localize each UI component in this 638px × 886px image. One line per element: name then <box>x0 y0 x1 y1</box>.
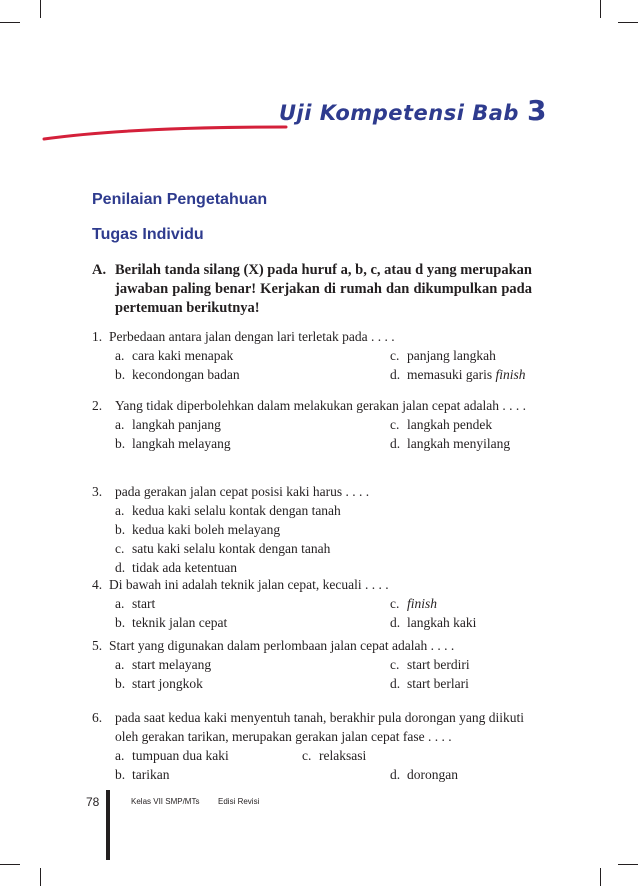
option-row <box>115 674 536 693</box>
option-row <box>115 365 536 384</box>
question-number: 3. <box>92 484 103 499</box>
footer-divider <box>106 790 110 860</box>
crop-mark <box>600 0 601 18</box>
footer-edition: Edisi Revisi <box>218 797 260 806</box>
option-label: c. <box>390 596 400 611</box>
option-b[interactable] <box>115 765 536 784</box>
question-stem: Start yang digunakan dalam perlombaan jalan cepat adalah . . . . <box>109 638 455 653</box>
crop-mark <box>0 864 20 865</box>
footer-book-title: Kelas VII SMP/MTs <box>131 797 200 806</box>
option-row <box>115 613 536 632</box>
crop-mark <box>0 22 20 23</box>
option-text: tidak ada ketentuan <box>132 560 237 575</box>
option-label: a. <box>115 417 125 432</box>
question-number: 5. <box>92 638 103 653</box>
option-text: cara kaki menapak <box>132 348 234 363</box>
question-number: 2. <box>92 398 103 413</box>
option-label: d. <box>390 367 401 382</box>
question-1 <box>92 327 536 384</box>
option-row <box>115 415 536 434</box>
option-text: finish <box>407 596 438 611</box>
option-row <box>115 765 536 784</box>
subsection-heading: Tugas Individu <box>92 226 204 243</box>
section-heading: Penilaian Pengetahuan <box>92 191 268 208</box>
option-label: b. <box>115 676 126 691</box>
crop-mark <box>618 22 638 23</box>
option-label: c. <box>302 748 312 763</box>
option-label: d. <box>390 436 401 451</box>
option-label: c. <box>390 348 400 363</box>
option-label: b. <box>115 436 126 451</box>
option-label: c. <box>390 657 400 672</box>
option-text: tarikan <box>132 767 170 782</box>
option-label: d. <box>390 615 401 630</box>
option-label: d. <box>390 767 401 782</box>
question-number: 1. <box>92 329 103 344</box>
option-text: teknik jalan cepat <box>132 615 228 630</box>
option-label: b. <box>115 615 126 630</box>
option-b[interactable] <box>115 674 536 693</box>
option-text: kecondongan badan <box>132 367 240 382</box>
option-a[interactable] <box>115 501 536 520</box>
option-label: a. <box>115 748 125 763</box>
option-label: a. <box>115 503 125 518</box>
question-stem: pada gerakan jalan cepat posisi kaki harus . . . . <box>115 484 370 499</box>
question-stem: pada saat kedua kaki menyentuh tanah, berakhir pula dorongan yang diikuti oleh gerakan tarikan, merupakan gerakan jalan cepat fase . . . . <box>115 710 524 744</box>
option-label: d. <box>390 676 401 691</box>
option-text: tumpuan dua kaki <box>132 748 229 763</box>
option-label: a. <box>115 596 125 611</box>
question-4 <box>92 575 536 632</box>
question-number: 4. <box>92 577 103 592</box>
option-c[interactable] <box>115 539 536 558</box>
crop-mark <box>40 0 41 18</box>
question-3 <box>92 482 536 577</box>
option-text: langkah kaki <box>407 615 477 630</box>
option-text: langkah pendek <box>407 417 493 432</box>
option-text: satu kaki selalu kontak dengan tanah <box>132 541 331 556</box>
banner-accent-line <box>40 118 290 144</box>
option-label: a. <box>115 348 125 363</box>
option-label: a. <box>115 657 125 672</box>
option-text: langkah menyilang <box>407 436 511 451</box>
option-text-italic: finish <box>495 367 526 382</box>
option-text: kedua kaki selalu kontak dengan tanah <box>132 503 341 518</box>
option-row <box>115 746 536 765</box>
question-number: 6. <box>92 710 103 725</box>
instruction-block <box>92 261 532 318</box>
option-text: dorongan <box>407 767 458 782</box>
option-label: c. <box>390 417 400 432</box>
crop-mark <box>600 868 601 886</box>
option-row <box>115 655 536 674</box>
option-text: langkah panjang <box>132 417 221 432</box>
crop-mark <box>40 868 41 886</box>
option-text: start melayang <box>132 657 212 672</box>
option-text: start <box>132 596 156 611</box>
instruction-label: A. <box>92 262 107 278</box>
option-text: panjang langkah <box>407 348 496 363</box>
option-label: b. <box>115 367 126 382</box>
option-row <box>115 594 536 613</box>
crop-mark <box>618 864 638 865</box>
option-text: memasuki garis <box>407 367 493 382</box>
question-6 <box>92 708 536 784</box>
chapter-number: 3 <box>527 94 547 127</box>
option-row <box>115 434 536 453</box>
question-2 <box>92 396 536 453</box>
option-row <box>115 346 536 365</box>
question-stem: Perbedaan antara jalan dengan lari terletak pada . . . . <box>109 329 395 344</box>
option-a[interactable] <box>115 655 536 674</box>
option-text: start berdiri <box>407 657 470 672</box>
question-stem: Di bawah ini adalah teknik jalan cepat, kecuali . . . . <box>109 577 389 592</box>
option-label: b. <box>115 767 126 782</box>
option-a[interactable] <box>115 594 536 613</box>
question-5 <box>92 636 536 693</box>
page-number: 78 <box>86 795 100 809</box>
instruction-text: Berilah tanda silang (X) pada huruf a, b, c, atau d yang merupakan jawaban paling benar! Kerjakan di rumah dan dikumpulkan pada pertemuan berikutnya! <box>115 262 532 316</box>
option-text: start berlari <box>407 676 469 691</box>
option-text: start jongkok <box>132 676 203 691</box>
option-text: langkah melayang <box>132 436 231 451</box>
option-label: d. <box>115 560 126 575</box>
option-b[interactable] <box>115 520 536 539</box>
option-label: c. <box>115 541 125 556</box>
chapter-test-title: Uji Kompetensi Bab <box>279 101 519 125</box>
option-label: b. <box>115 522 126 537</box>
option-text: relaksasi <box>319 748 367 763</box>
option-text: kedua kaki boleh melayang <box>132 522 281 537</box>
question-stem: Yang tidak diperbolehkan dalam melakukan gerakan jalan cepat adalah . . . . <box>115 398 526 413</box>
